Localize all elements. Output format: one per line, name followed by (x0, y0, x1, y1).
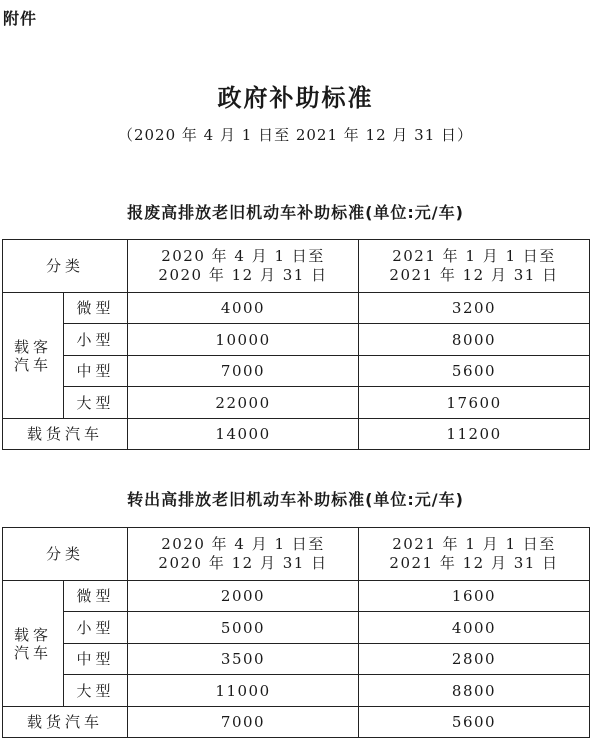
vehicle-type-cell: 大型 (64, 387, 128, 419)
period1-header-line2: 2020 年 12 月 31 日 (158, 266, 328, 284)
group-label-line2: 汽车 (13, 355, 52, 374)
period2-header-line1: 2021 年 1 月 1 日至 (392, 247, 556, 265)
vehicle-type-cell: 大型 (64, 675, 128, 707)
period2-header (359, 528, 590, 581)
period1-value-cell: 14000 (128, 419, 359, 450)
vehicle-type-cell: 小型 (64, 324, 128, 356)
period2-value-cell: 3200 (359, 293, 590, 324)
group-label-line1: 载客 (13, 625, 52, 644)
period2-value-cell: 2800 (359, 644, 590, 675)
vehicle-type-cell: 中型 (64, 356, 128, 387)
cargo-truck-label: 载货汽车 (3, 419, 128, 450)
period2-value-cell: 8000 (359, 324, 590, 356)
scrap-table-title: 报废高排放老旧机动车补助标准(单位:元/车) (127, 203, 464, 222)
period2-value-cell: 8800 (359, 675, 590, 707)
category-header: 分类 (3, 528, 128, 581)
period2-value-cell: 4000 (359, 612, 590, 644)
period1-header-line1: 2020 年 4 月 1 日至 (161, 247, 325, 265)
period1-header-line1: 2020 年 4 月 1 日至 (161, 535, 325, 553)
period2-header (359, 240, 590, 293)
period2-header-line1: 2021 年 1 月 1 日至 (392, 535, 556, 553)
period2-value-cell: 1600 (359, 581, 590, 612)
attachment-label: 附件 (3, 9, 38, 28)
transfer-subsidy-table (2, 527, 590, 738)
passenger-car-group (3, 581, 64, 707)
vehicle-type-cell: 小型 (64, 612, 128, 644)
period2-value-cell: 5600 (359, 356, 590, 387)
period1-value-cell: 10000 (128, 324, 359, 356)
vehicle-type-cell: 微型 (64, 581, 128, 612)
cargo-truck-label: 载货汽车 (3, 707, 128, 738)
group-label-line1: 载客 (13, 337, 52, 356)
period1-value-cell: 3500 (128, 644, 359, 675)
vehicle-type-cell: 微型 (64, 293, 128, 324)
period2-header-line2: 2021 年 12 月 31 日 (389, 554, 559, 572)
passenger-car-group (3, 293, 64, 419)
period2-value-cell: 17600 (359, 387, 590, 419)
scrap-subsidy-table (2, 239, 590, 450)
group-label-line2: 汽车 (13, 643, 52, 662)
period1-value-cell: 2000 (128, 581, 359, 612)
page-subtitle: （2020 年 4 月 1 日至 2021 年 12 月 31 日） (117, 126, 474, 144)
vehicle-type-cell: 中型 (64, 644, 128, 675)
period1-value-cell: 22000 (128, 387, 359, 419)
period1-value-cell: 11000 (128, 675, 359, 707)
period2-value-cell: 11200 (359, 419, 590, 450)
period1-header-line2: 2020 年 12 月 31 日 (158, 554, 328, 572)
period1-value-cell: 4000 (128, 293, 359, 324)
period1-value-cell: 7000 (128, 707, 359, 738)
page-title: 政府补助标准 (217, 84, 374, 112)
transfer-table-title: 转出高排放老旧机动车补助标准(单位:元/车) (127, 490, 464, 509)
period2-value-cell: 5600 (359, 707, 590, 738)
period1-header (128, 528, 359, 581)
period1-header (128, 240, 359, 293)
period1-value-cell: 5000 (128, 612, 359, 644)
category-header: 分类 (3, 240, 128, 293)
period1-value-cell: 7000 (128, 356, 359, 387)
period2-header-line2: 2021 年 12 月 31 日 (389, 266, 559, 284)
